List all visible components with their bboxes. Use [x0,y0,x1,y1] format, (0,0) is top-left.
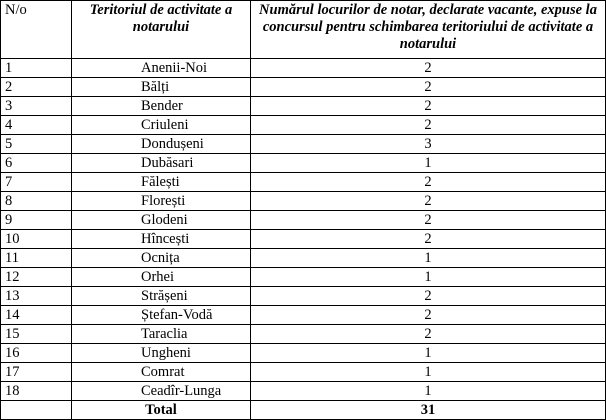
header-row [1,1,606,59]
table-row [1,230,606,249]
row-number: 3 [1,97,72,116]
table-row [1,363,606,382]
table-row [1,268,606,287]
row-number: 14 [1,306,72,325]
row-vacancy-count: 1 [251,363,606,382]
table-body [1,59,606,401]
row-vacancy-count: 2 [251,116,606,135]
row-number: 7 [1,173,72,192]
row-number: 8 [1,192,72,211]
row-vacancy-count: 3 [251,135,606,154]
table-row [1,116,606,135]
row-territory: Bender [72,97,251,116]
row-number: 5 [1,135,72,154]
table-row [1,287,606,306]
row-territory: Anenii-Noi [72,59,251,78]
header-number: N/o [1,1,72,59]
table-row [1,382,606,401]
row-territory: Fălești [72,173,251,192]
row-number: 1 [1,59,72,78]
row-number: 2 [1,78,72,97]
row-number: 16 [1,344,72,363]
total-label: Total [72,401,251,420]
total-empty-cell [1,401,72,420]
row-number: 4 [1,116,72,135]
table-row [1,211,606,230]
row-vacancy-count: 2 [251,192,606,211]
row-vacancy-count: 1 [251,382,606,401]
row-vacancy-count: 2 [251,325,606,344]
row-territory: Bălți [72,78,251,97]
row-vacancy-count: 2 [251,97,606,116]
table-row [1,78,606,97]
row-territory: Dubăsari [72,154,251,173]
row-vacancy-count: 2 [251,59,606,78]
table-row [1,97,606,116]
row-vacancy-count: 2 [251,78,606,97]
header-territory: Teritoriul de activitate a notarului [72,1,251,59]
table-row [1,173,606,192]
row-number: 6 [1,154,72,173]
row-number: 9 [1,211,72,230]
row-territory: Taraclia [72,325,251,344]
row-vacancy-count: 2 [251,230,606,249]
row-territory: Ștefan-Vodă [72,306,251,325]
table-row [1,135,606,154]
row-vacancy-count: 1 [251,154,606,173]
row-territory: Ungheni [72,344,251,363]
row-territory: Dondușeni [72,135,251,154]
row-territory: Comrat [72,363,251,382]
row-territory: Strășeni [72,287,251,306]
row-vacancy-count: 2 [251,287,606,306]
row-vacancy-count: 2 [251,211,606,230]
row-vacancy-count: 2 [251,173,606,192]
table-row [1,154,606,173]
row-territory: Criuleni [72,116,251,135]
header-vacancy-count: Numărul locurilor de notar, declarate vacante, expuse la concursul pentru schimbarea teritoriului de activitate a notarului [251,1,606,59]
row-number: 15 [1,325,72,344]
row-territory: Florești [72,192,251,211]
row-number: 10 [1,230,72,249]
table-row [1,192,606,211]
row-vacancy-count: 1 [251,344,606,363]
row-territory: Glodeni [72,211,251,230]
row-territory: Orhei [72,268,251,287]
row-vacancy-count: 1 [251,249,606,268]
total-row [1,401,606,420]
row-number: 12 [1,268,72,287]
row-number: 13 [1,287,72,306]
total-count: 31 [251,401,606,420]
row-vacancy-count: 1 [251,268,606,287]
row-vacancy-count: 2 [251,306,606,325]
table-row [1,344,606,363]
table-row [1,325,606,344]
table-row [1,249,606,268]
row-territory: Hîncești [72,230,251,249]
table-row [1,59,606,78]
row-territory: Ocnița [72,249,251,268]
row-number: 11 [1,249,72,268]
table-row [1,306,606,325]
row-number: 18 [1,382,72,401]
row-number: 17 [1,363,72,382]
row-territory: Ceadîr-Lunga [72,382,251,401]
